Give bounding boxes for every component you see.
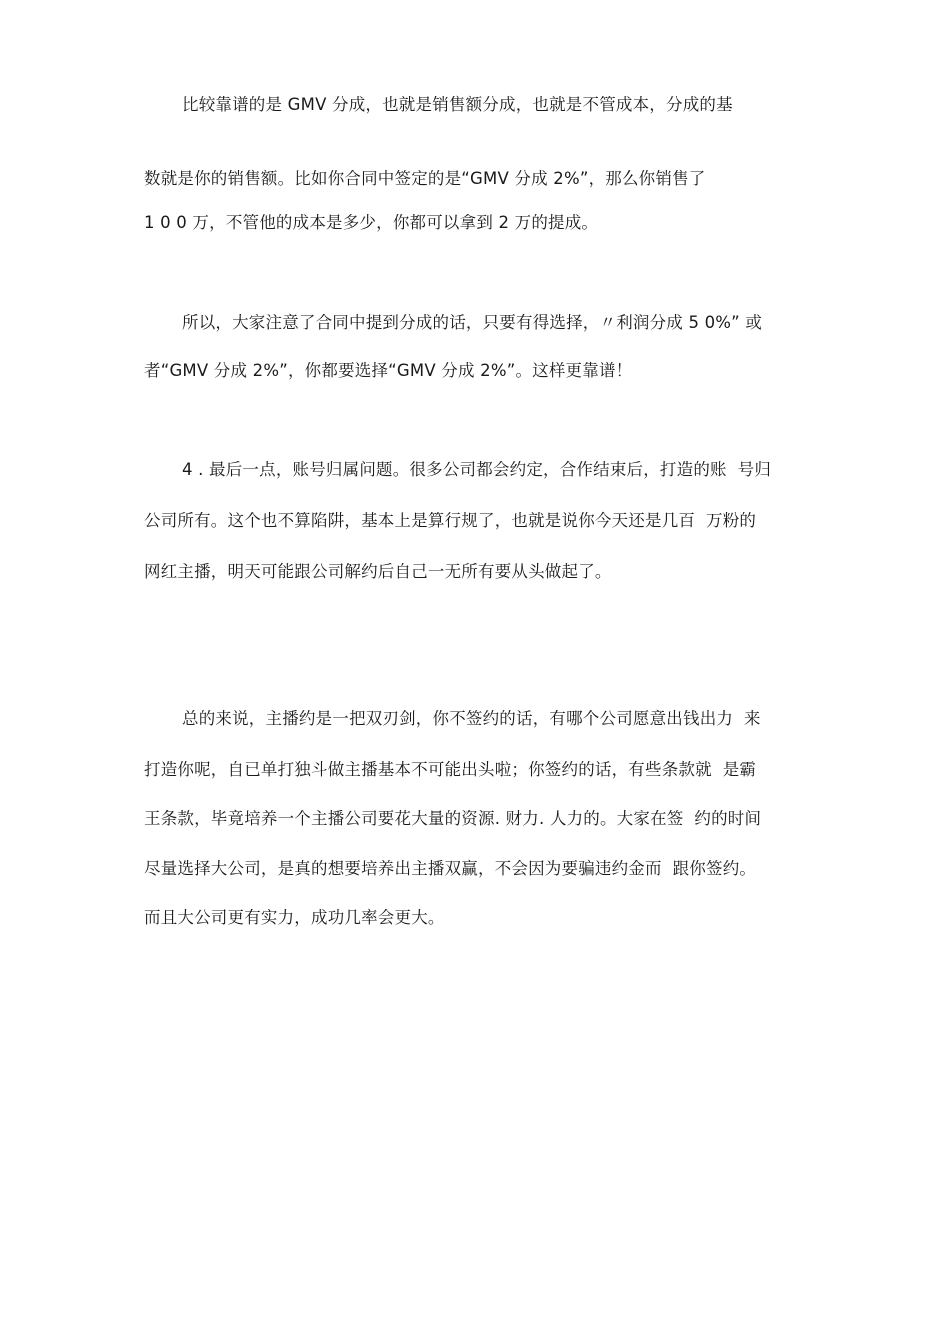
- paragraph-3-line-2: 公司所有。这个也不算陷阱，基本上是算行规了，也就是说你今天还是几百 万粉的: [144, 511, 757, 530]
- paragraph-4-line-4: 尽量选择大公司，是真的想要培养出主播双赢，不会因为要骗违约金而 跟你签约。: [144, 859, 757, 878]
- paragraph-2-line-1: 所以，大家注意了合同中提到分成的话，只要有得选择，〃利润分成 5 0%” 或: [182, 313, 763, 332]
- paragraph-1-line-2: 数就是你的销售额。比如你合同中签定的是“GMV 分成 2%”，那么你销售了: [144, 169, 706, 188]
- paragraph-4-line-5: 而且大公司更有实力，成功几率会更大。: [144, 908, 445, 927]
- paragraph-1-line-3: 1 0 0 万，不管他的成本是多少，你都可以拿到 2 万的提成。: [144, 213, 599, 232]
- paragraph-4-line-3: 王条款，毕竟培养一个主播公司要花大量的资源. 财力. 人力的。大家在签 约的时间: [144, 809, 762, 828]
- paragraph-3-line-1: 4 . 最后一点，账号归属问题。很多公司都会约定，合作结束后，打造的账 号归: [182, 460, 772, 479]
- paragraph-4-line-1: 总的来说，主播约是一把双刃剑，你不签约的话，有哪个公司愿意出钱出力 来: [182, 709, 761, 728]
- paragraph-1-line-1: 比较靠谱的是 GMV 分成，也就是销售额分成，也就是不管成本，分成的基: [182, 95, 733, 114]
- paragraph-2-line-2: 者“GMV 分成 2%”，你都要选择“GMV 分成 2%”。这样更靠谱！: [144, 361, 633, 380]
- paragraph-4-line-2: 打造你呢，自已单打独斗做主播基本不可能出头啦；你签约的话，有些条款就 是霸: [144, 760, 757, 779]
- paragraph-3-line-3: 网红主播，明天可能跟公司解约后自己一无所有要从头做起了。: [144, 562, 612, 581]
